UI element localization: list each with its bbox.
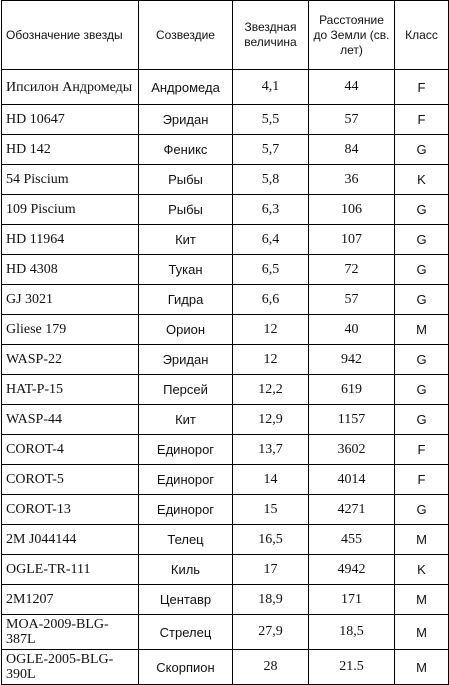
table-row [2, 195, 449, 225]
magnitude-cell: 15 [233, 495, 309, 525]
spectral-class-cell: M [395, 615, 449, 650]
spectral-class-cell: G [395, 255, 449, 285]
distance-cell: 107 [309, 225, 395, 255]
distance-cell: 106 [309, 195, 395, 225]
spectral-class-cell: F [395, 435, 449, 465]
distance-cell: 72 [309, 255, 395, 285]
constellation-cell: Киль [139, 555, 233, 585]
constellation-cell: Гидра [139, 285, 233, 315]
table-row [2, 615, 449, 650]
magnitude-cell: 12,9 [233, 405, 309, 435]
header-star-designation: Обозначение звезды [2, 1, 139, 70]
constellation-cell: Скорпион [139, 650, 233, 685]
magnitude-cell: 6,4 [233, 225, 309, 255]
magnitude-cell: 12,2 [233, 375, 309, 405]
star-name-cell: WASP-22 [2, 345, 139, 375]
distance-cell: 18,5 [309, 615, 395, 650]
table-row [2, 165, 449, 195]
star-name-cell: 2M1207 [2, 585, 139, 615]
constellation-cell: Телец [139, 525, 233, 555]
magnitude-cell: 12 [233, 315, 309, 345]
star-name-cell: 109 Piscium [2, 195, 139, 225]
constellation-cell: Персей [139, 375, 233, 405]
star-name-cell: GJ 3021 [2, 285, 139, 315]
constellation-cell: Рыбы [139, 165, 233, 195]
table-row [2, 375, 449, 405]
distance-cell: 4271 [309, 495, 395, 525]
header-class: Класс [395, 1, 449, 70]
star-name-cell: HAT-P-15 [2, 375, 139, 405]
constellation-cell: Феникс [139, 135, 233, 165]
header-constellation: Созвездие [139, 1, 233, 70]
spectral-class-cell: M [395, 525, 449, 555]
constellation-cell: Орион [139, 315, 233, 345]
table-row [2, 255, 449, 285]
magnitude-cell: 14 [233, 465, 309, 495]
magnitude-cell: 5,8 [233, 165, 309, 195]
star-name-cell: OGLE-2005-BLG-390L [2, 650, 139, 685]
star-name-cell: COROT-13 [2, 495, 139, 525]
magnitude-cell: 13,7 [233, 435, 309, 465]
magnitude-cell: 6,6 [233, 285, 309, 315]
table-row [2, 315, 449, 345]
distance-cell: 3602 [309, 435, 395, 465]
star-name-cell: 2M J044144 [2, 525, 139, 555]
spectral-class-cell: M [395, 585, 449, 615]
spectral-class-cell: F [395, 105, 449, 135]
table-row [2, 435, 449, 465]
magnitude-cell: 16,5 [233, 525, 309, 555]
header-magnitude: Звездная величина [233, 1, 309, 70]
spectral-class-cell: F [395, 465, 449, 495]
magnitude-cell: 18,9 [233, 585, 309, 615]
distance-cell: 57 [309, 285, 395, 315]
table-row [2, 555, 449, 585]
magnitude-cell: 5,7 [233, 135, 309, 165]
spectral-class-cell: G [395, 225, 449, 255]
table-row [2, 465, 449, 495]
star-name-cell: COROT-5 [2, 465, 139, 495]
star-name-cell: COROT-4 [2, 435, 139, 465]
spectral-class-cell: G [395, 285, 449, 315]
constellation-cell: Центавр [139, 585, 233, 615]
spectral-class-cell: G [395, 495, 449, 525]
star-name-cell: HD 10647 [2, 105, 139, 135]
constellation-cell: Единорог [139, 495, 233, 525]
magnitude-cell: 17 [233, 555, 309, 585]
magnitude-cell: 12 [233, 345, 309, 375]
spectral-class-cell: G [395, 195, 449, 225]
distance-cell: 4014 [309, 465, 395, 495]
constellation-cell: Эридан [139, 345, 233, 375]
distance-cell: 619 [309, 375, 395, 405]
table-row [2, 405, 449, 435]
star-name-cell: HD 142 [2, 135, 139, 165]
distance-cell: 36 [309, 165, 395, 195]
table-row [2, 135, 449, 165]
constellation-cell: Кит [139, 225, 233, 255]
magnitude-cell: 27,9 [233, 615, 309, 650]
table-row [2, 105, 449, 135]
spectral-class-cell: K [395, 165, 449, 195]
distance-cell: 40 [309, 315, 395, 345]
star-name-cell: OGLE-TR-111 [2, 555, 139, 585]
distance-cell: 1157 [309, 405, 395, 435]
table-header-row [2, 1, 449, 70]
distance-cell: 44 [309, 70, 395, 105]
constellation-cell: Стрелец [139, 615, 233, 650]
magnitude-cell: 28 [233, 650, 309, 685]
distance-cell: 942 [309, 345, 395, 375]
distance-cell: 455 [309, 525, 395, 555]
star-name-cell: 54 Piscium [2, 165, 139, 195]
constellation-cell: Рыбы [139, 195, 233, 225]
table-row [2, 70, 449, 105]
spectral-class-cell: K [395, 555, 449, 585]
constellation-cell: Кит [139, 405, 233, 435]
constellation-cell: Единорог [139, 435, 233, 465]
distance-cell: 84 [309, 135, 395, 165]
distance-cell: 57 [309, 105, 395, 135]
constellation-cell: Единорог [139, 465, 233, 495]
spectral-class-cell: G [395, 405, 449, 435]
table-row [2, 495, 449, 525]
spectral-class-cell: F [395, 70, 449, 105]
table-row [2, 225, 449, 255]
star-name-cell: HD 11964 [2, 225, 139, 255]
star-name-cell: Ипсилон Андромеды [2, 70, 139, 105]
distance-cell: 171 [309, 585, 395, 615]
header-distance: Расстояние до Земли (св. лет) [309, 1, 395, 70]
magnitude-cell: 6,3 [233, 195, 309, 225]
star-name-cell: HD 4308 [2, 255, 139, 285]
constellation-cell: Тукан [139, 255, 233, 285]
magnitude-cell: 4,1 [233, 70, 309, 105]
star-name-cell: Gliese 179 [2, 315, 139, 345]
table-row [2, 285, 449, 315]
distance-cell: 4942 [309, 555, 395, 585]
table-row [2, 650, 449, 685]
table-row [2, 345, 449, 375]
spectral-class-cell: M [395, 315, 449, 345]
constellation-cell: Андромеда [139, 70, 233, 105]
magnitude-cell: 6,5 [233, 255, 309, 285]
distance-cell: 21.5 [309, 650, 395, 685]
spectral-class-cell: G [395, 375, 449, 405]
star-name-cell: WASP-44 [2, 405, 139, 435]
constellation-cell: Эридан [139, 105, 233, 135]
spectral-class-cell: G [395, 345, 449, 375]
table-row [2, 525, 449, 555]
star-name-cell: MOA-2009-BLG-387L [2, 615, 139, 650]
spectral-class-cell: M [395, 650, 449, 685]
stars-table [1, 0, 449, 685]
table-row [2, 585, 449, 615]
magnitude-cell: 5,5 [233, 105, 309, 135]
spectral-class-cell: G [395, 135, 449, 165]
